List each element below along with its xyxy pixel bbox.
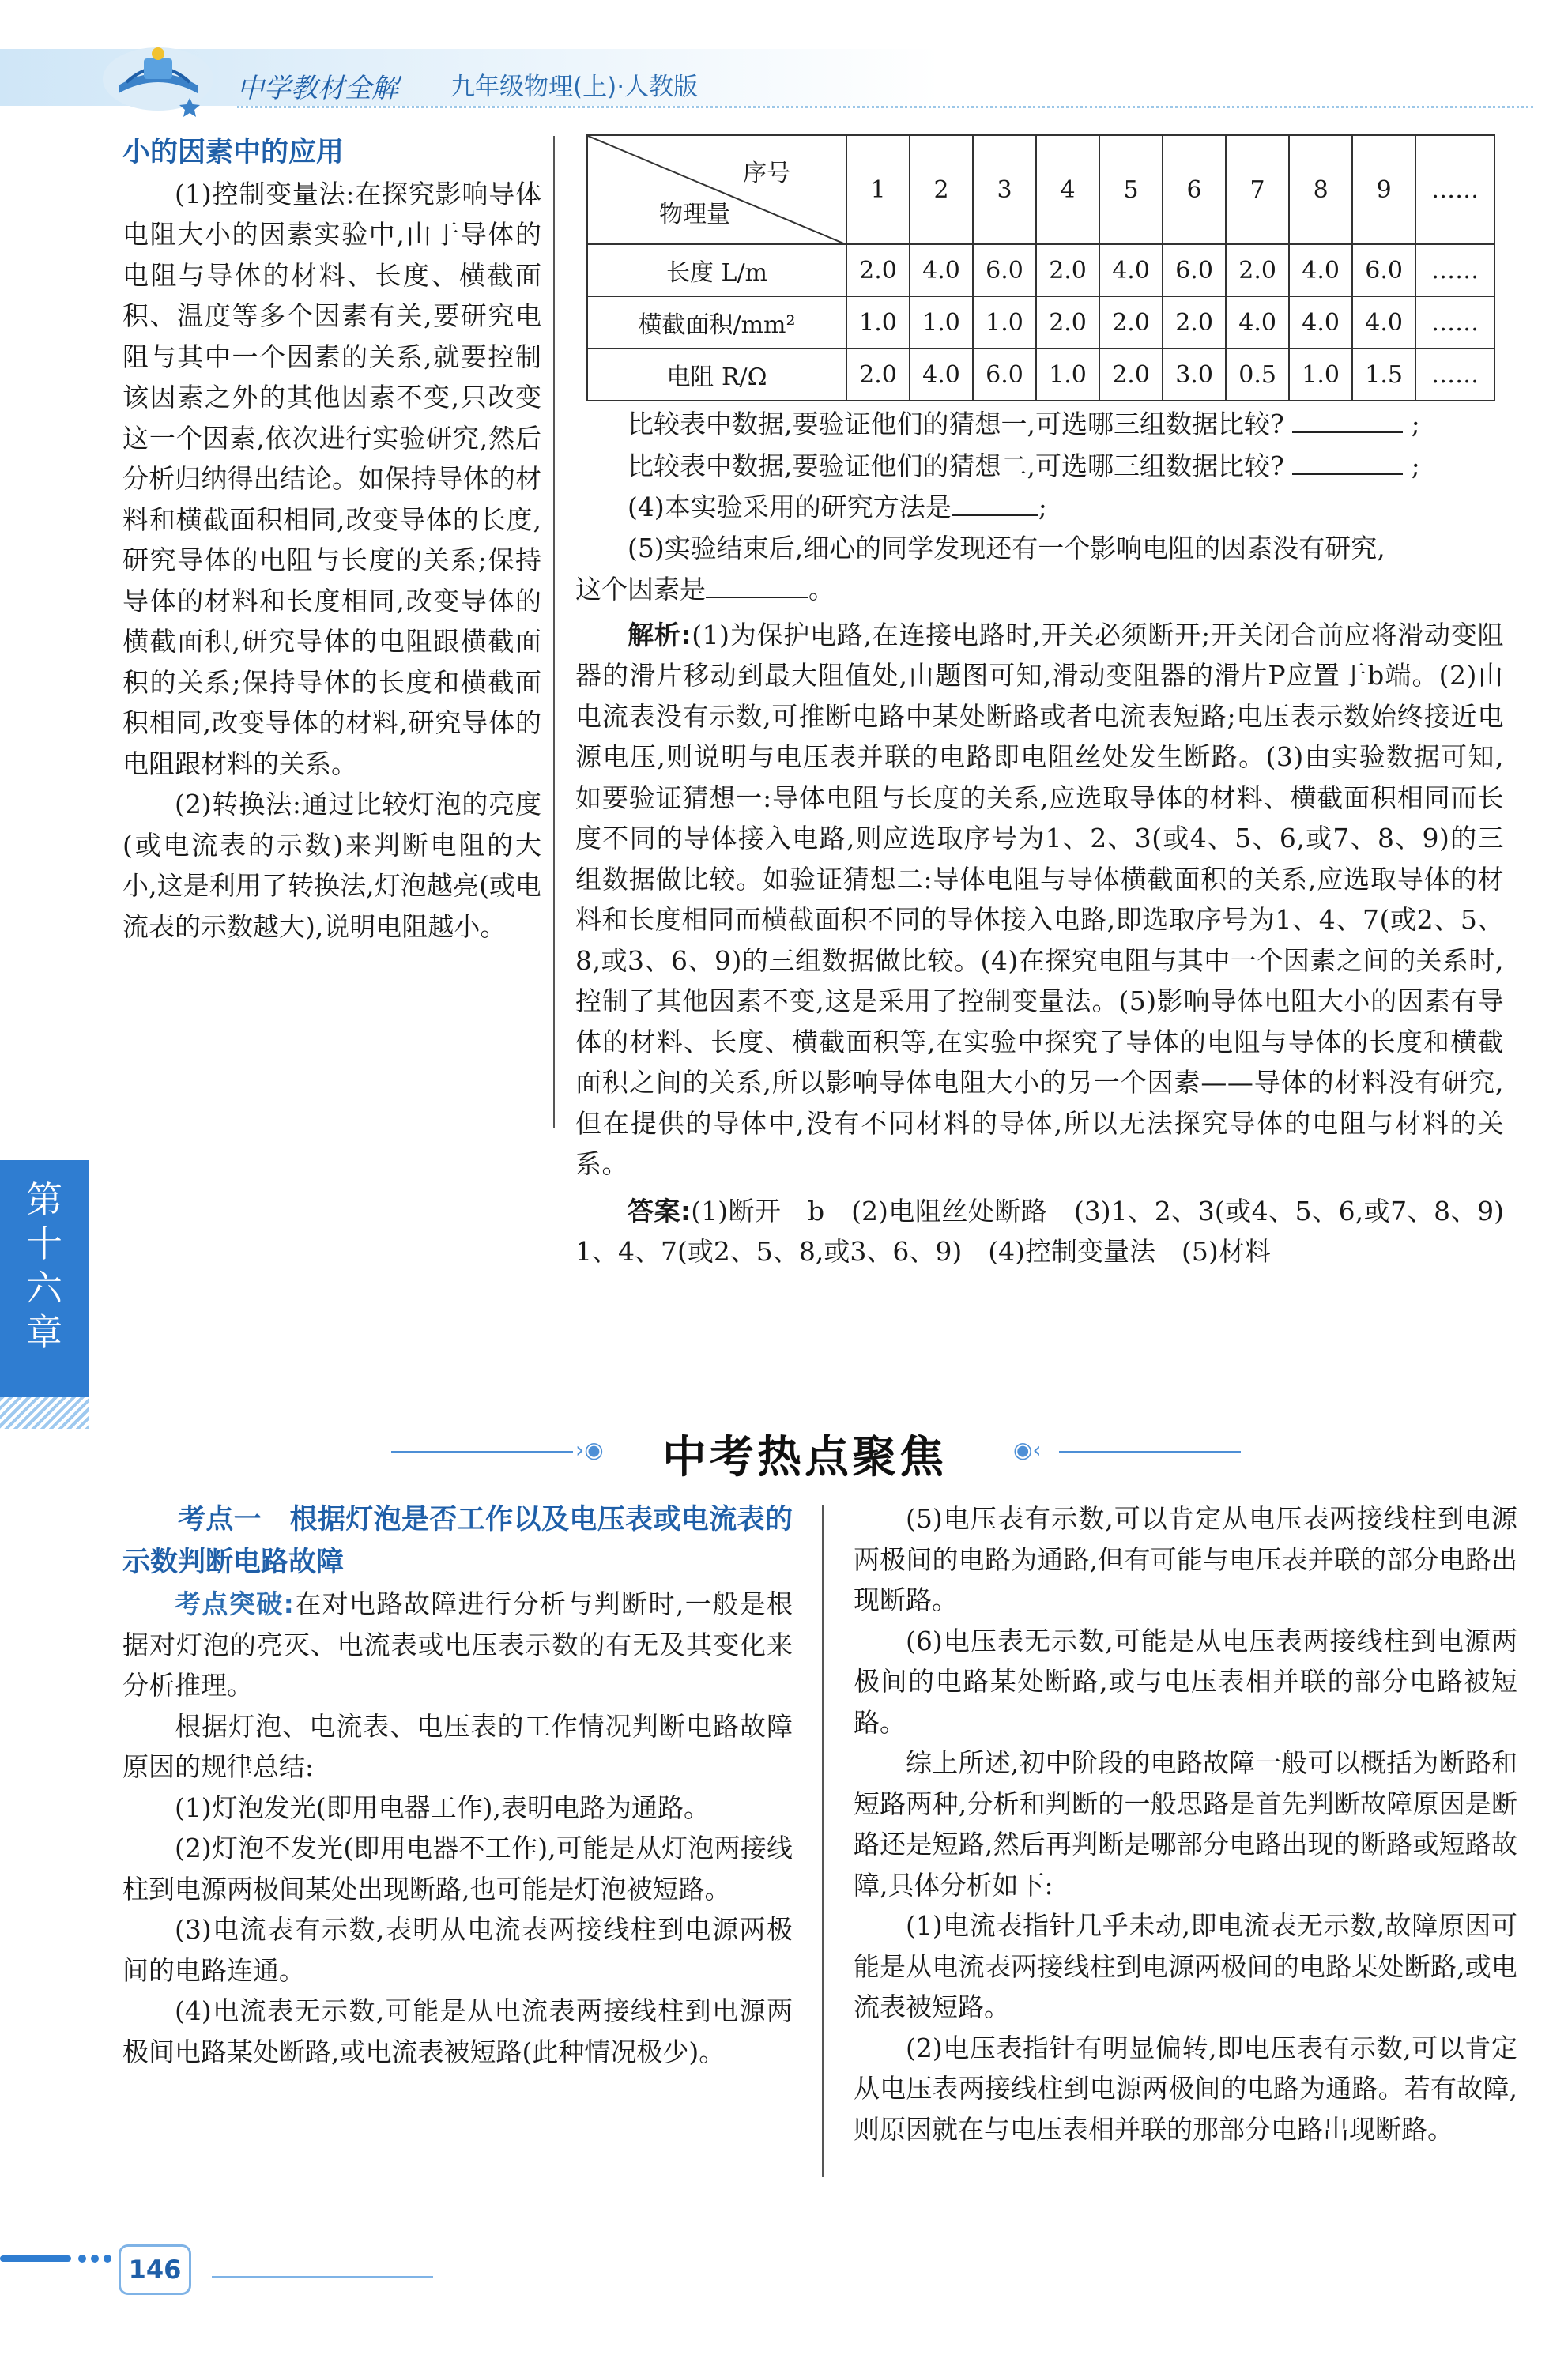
answer-blank — [706, 568, 808, 598]
table-cell: 6.0 — [973, 349, 1036, 401]
table-header-cell: 6 — [1163, 135, 1226, 244]
table-cell: …… — [1415, 296, 1494, 349]
table-header-row — [587, 135, 1494, 244]
table-cell: 4.0 — [1289, 244, 1352, 296]
table-cell: 2.0 — [846, 244, 910, 296]
arrow-right-icon: ›◉ — [575, 1437, 604, 1463]
section-title-line-right — [1059, 1451, 1241, 1453]
punctuation: ; — [1038, 492, 1047, 522]
analysis-item-1: (1)电流表指针几乎未动,即电流表无示数,故障原因可能是从电流表两接线柱到电源两极间的电路某处断路,或电流表被短路。 — [854, 1910, 1517, 2022]
table-cell: 6.0 — [973, 244, 1036, 296]
left-column — [122, 133, 541, 947]
header-band — [0, 49, 1568, 106]
table-cell: 1.0 — [973, 296, 1036, 349]
punctuation: ; — [1411, 409, 1420, 439]
table-header-cell: 8 — [1289, 135, 1352, 244]
question-method-text: (4)本实验采用的研究方法是 — [628, 492, 952, 522]
answer-text: (1)断开 b (2)电阻丝处断路 (3)1、2、3(或4、5、6,或7、8、9) 1、4、7(或2、5、8,或3、6、9) (4)控制变量法 (5)材料 — [575, 1195, 1530, 1267]
table-header-cell: 4 — [1036, 135, 1099, 244]
analysis-item-2: (2)电压表指针有明显偏转,即电压表有示数,可以肯定从电压表两接线柱到电源两极间的电路为通路。若有故障,则原因就在与电压表相并联的那部分电路出现断路。 — [854, 2032, 1517, 2145]
analysis-label: 解析: — [628, 619, 692, 650]
question-guess-1 — [575, 403, 1504, 445]
table-corner-bottom: 物理量 — [659, 201, 730, 228]
table-cell: 4.0 — [1289, 296, 1352, 349]
table-header-cell: …… — [1415, 135, 1494, 244]
table-cell: 2.0 — [1099, 296, 1163, 349]
question-method — [575, 486, 1504, 528]
column-divider-top — [553, 136, 555, 1128]
table-corner-cell — [587, 135, 846, 244]
column-divider-bottom — [822, 1505, 824, 2177]
table-cell: 4.0 — [1099, 244, 1163, 296]
table-cell: 4.0 — [1226, 296, 1289, 349]
section-title — [0, 1422, 1568, 1483]
question-factor: (5)实验结束后,细心的同学发现还有一个影响电阻的因素没有研究, — [628, 532, 1385, 563]
page-number: 146 — [119, 2244, 191, 2295]
footer-line — [212, 2276, 433, 2278]
table-cell: 2.0 — [1099, 349, 1163, 401]
header-subtitle: 九年级物理(上)·人教版 — [450, 73, 699, 101]
chapter-tab-label: 第十六章 — [26, 1178, 62, 1354]
table-header-cell: 2 — [910, 135, 973, 244]
table-cell: 0.5 — [1226, 349, 1289, 401]
table-cell: 2.0 — [1226, 244, 1289, 296]
question-guess-2-text: 比较表中数据,要验证他们的猜想二,可选哪三组数据比较? — [628, 450, 1284, 481]
book-logo-icon — [95, 30, 221, 117]
header-title: 中学教材全解 — [237, 73, 398, 104]
table-row — [587, 244, 1494, 296]
rule-item-3: (3)电流表有示数,表明从电流表两接线柱到电源两极间的电路连通。 — [122, 1914, 793, 1986]
chapter-tab — [0, 1160, 89, 1397]
table-row-label: 电阻 R/Ω — [587, 349, 846, 401]
footer-dots-icon — [0, 2251, 119, 2266]
table-cell: 1.0 — [910, 296, 973, 349]
punctuation: ; — [1411, 450, 1420, 481]
rule-item-5: (5)电压表有示数,可以肯定从电压表两接线柱到电源两极间的电路为通路,但有可能与电压表并联的部分电路出现断路。 — [854, 1503, 1517, 1615]
table-cell: 6.0 — [1352, 244, 1415, 296]
question-factor-text: 这个因素是 — [575, 574, 706, 605]
answer-blank — [1292, 403, 1403, 433]
rule-item-1: (1)灯泡发光(即用电器工作),表明电路为通路。 — [175, 1792, 710, 1823]
left-heading: 小的因素中的应用 — [122, 137, 345, 168]
punctuation: 。 — [808, 574, 835, 605]
table-cell: 4.0 — [910, 244, 973, 296]
rule-item-4: (4)电流表无示数,可能是从电流表两接线柱到电源两极间电路某处断路,或电流表被短路(此种情况极少)。 — [122, 1995, 793, 2067]
table-cell: …… — [1415, 349, 1494, 401]
table-cell: 2.0 — [1163, 296, 1226, 349]
analysis-text: (1)为保护电路,在连接电路时,开关必须断开;开关闭合前应将滑动变阻器的滑片移动到最大阻值处,由题图可知,滑动变阻器的滑片P应置于b端。(2)由电流表没有示数,可推断电路中某处断路或者电流表短路;电压表示数始终接近电源电压,则说明与电压表并联的电路即电阻丝处发生断路。(3)由实验数据可知,如要验证猜想一:导体电阻与长度的关系,应选取导体的材料、横截面积相同而长度不同的导体接入电路,则应选取序号为1、2、3(或4、5、6,或7、8、9)的三组数据做比较。如验证猜想二:导体电阻与导体横截面积的关系,应选取导体的材料和长度相同而横截面积不同的导体接入电路,即选取序号为1、4、7(或2、5、8,或3、6、9)的三组数据做比较。(4)在探究电阻与其中一个因素之间的关系时,控制了其他因素不变,这是采用了控制变量法。(5)影响导体电阻大小的因素有导体的材料、长度、横截面积等,在实验中探究了导体的电阻与导体的长度和横截面积之间的关系,所以影响导体电阻大小的另一个因素——导体的材料没有研究,但在提供的导体中,没有不同材料的导体,所以无法探究导体的电阻与材料的关系。 — [575, 619, 1505, 1179]
table-row-label: 长度 L/m — [587, 244, 846, 296]
table-cell: …… — [1415, 244, 1494, 296]
rule-intro: 根据灯泡、电流表、电压表的工作情况判断电路故障原因的规律总结: — [122, 1710, 793, 1782]
topic-heading: 考点一 根据灯泡是否工作以及电压表或电流表的示数判断电路故障 — [122, 1504, 793, 1578]
table-cell: 4.0 — [1352, 296, 1415, 349]
table-corner-top: 序号 — [743, 160, 790, 187]
answer-blank — [1292, 445, 1403, 475]
table-header-cell: 5 — [1099, 135, 1163, 244]
header-divider — [237, 106, 1533, 108]
bottom-right-column — [854, 1498, 1517, 2150]
table-cell: 2.0 — [846, 349, 910, 401]
answer-paragraph — [575, 1191, 1530, 1272]
table-cell: 2.0 — [1036, 296, 1099, 349]
table-row-label: 横截面积/mm² — [587, 296, 846, 349]
rule-item-6: (6)电压表无示数,可能是从电压表两接线柱到电源两极间的电路某处断路,或与电压表相并联的部分电路被短路。 — [854, 1625, 1517, 1738]
table-cell: 2.0 — [1036, 244, 1099, 296]
table-cell: 1.0 — [1289, 349, 1352, 401]
arrow-left-icon: ◉‹ — [1013, 1437, 1042, 1463]
table-row — [587, 349, 1494, 401]
left-paragraph-1: (1)控制变量法:在探究影响导体电阻大小的因素实验中,由于导体的电阻与导体的材料、长度、横截面积、温度等多个因素有关,要研究电阻与其中一个因素的关系,就要控制该因素之外的其他因素不变,只改变这一个因素,依次进行实验研究,然后分析归纳得出结论。如保持导体的材料和横截面积相同,改变导体的长度,研究导体的电阻与长度的关系;保持导体的材料和长度相同,改变导体的横截面积,研究导体的电阻跟横截面积的关系;保持导体的长度和横截面积相同,改变导体的材料,研究导体的电阻跟材料的关系。 — [122, 178, 541, 779]
table-header-cell: 1 — [846, 135, 910, 244]
table-cell: 3.0 — [1163, 349, 1226, 401]
table-header-cell: 9 — [1352, 135, 1415, 244]
table-cell: 6.0 — [1163, 244, 1226, 296]
summary-paragraph: 综上所述,初中阶段的电路故障一般可以概括为断路和短路两种,分析和判断的一般思路是首先判断故障原因是断路还是短路,然后再判断是哪部分电路出现的断路或短路故障,具体分析如下: — [854, 1747, 1517, 1901]
breakthrough-paragraph — [122, 1584, 793, 1706]
table-header-cell: 3 — [973, 135, 1036, 244]
section-title-line-left — [391, 1451, 573, 1453]
answer-label: 答案: — [628, 1195, 692, 1226]
table-cell: 1.5 — [1352, 349, 1415, 401]
table-cell: 4.0 — [910, 349, 973, 401]
analysis-paragraph — [575, 615, 1504, 1185]
section-title-text: 中考热点聚焦 — [662, 1432, 947, 1483]
left-paragraph-2: (2)转换法:通过比较灯泡的亮度(或电流表的示数)来判断电阻的大小,这是利用了转换法,灯泡越亮(或电流表的示数越大),说明电阻越小。 — [122, 789, 541, 942]
table-cell: 1.0 — [846, 296, 910, 349]
breakthrough-text: 在对电路故障进行分析与判断时,一般是根据对灯泡的亮灭、电流表或电压表示数的有无及其变化来分析推理。 — [122, 1588, 793, 1701]
question-factor-cont — [575, 568, 1504, 610]
question-guess-1-text: 比较表中数据,要验证他们的猜想一,可选哪三组数据比较? — [628, 409, 1284, 439]
answer-blank — [952, 486, 1038, 516]
table-cell: 1.0 — [1036, 349, 1099, 401]
rule-item-2: (2)灯泡不发光(即用电器不工作),可能是从灯泡两接线柱到电源两极间某处出现断路,也可能是灯泡被短路。 — [122, 1833, 793, 1905]
right-column — [575, 403, 1530, 1272]
page-header — [0, 0, 1568, 134]
table-header-cell: 7 — [1226, 135, 1289, 244]
table-row — [587, 296, 1494, 349]
breakthrough-label: 考点突破: — [175, 1588, 294, 1619]
question-guess-2 — [575, 445, 1504, 487]
data-table — [586, 134, 1495, 401]
bottom-left-column — [122, 1498, 793, 2072]
